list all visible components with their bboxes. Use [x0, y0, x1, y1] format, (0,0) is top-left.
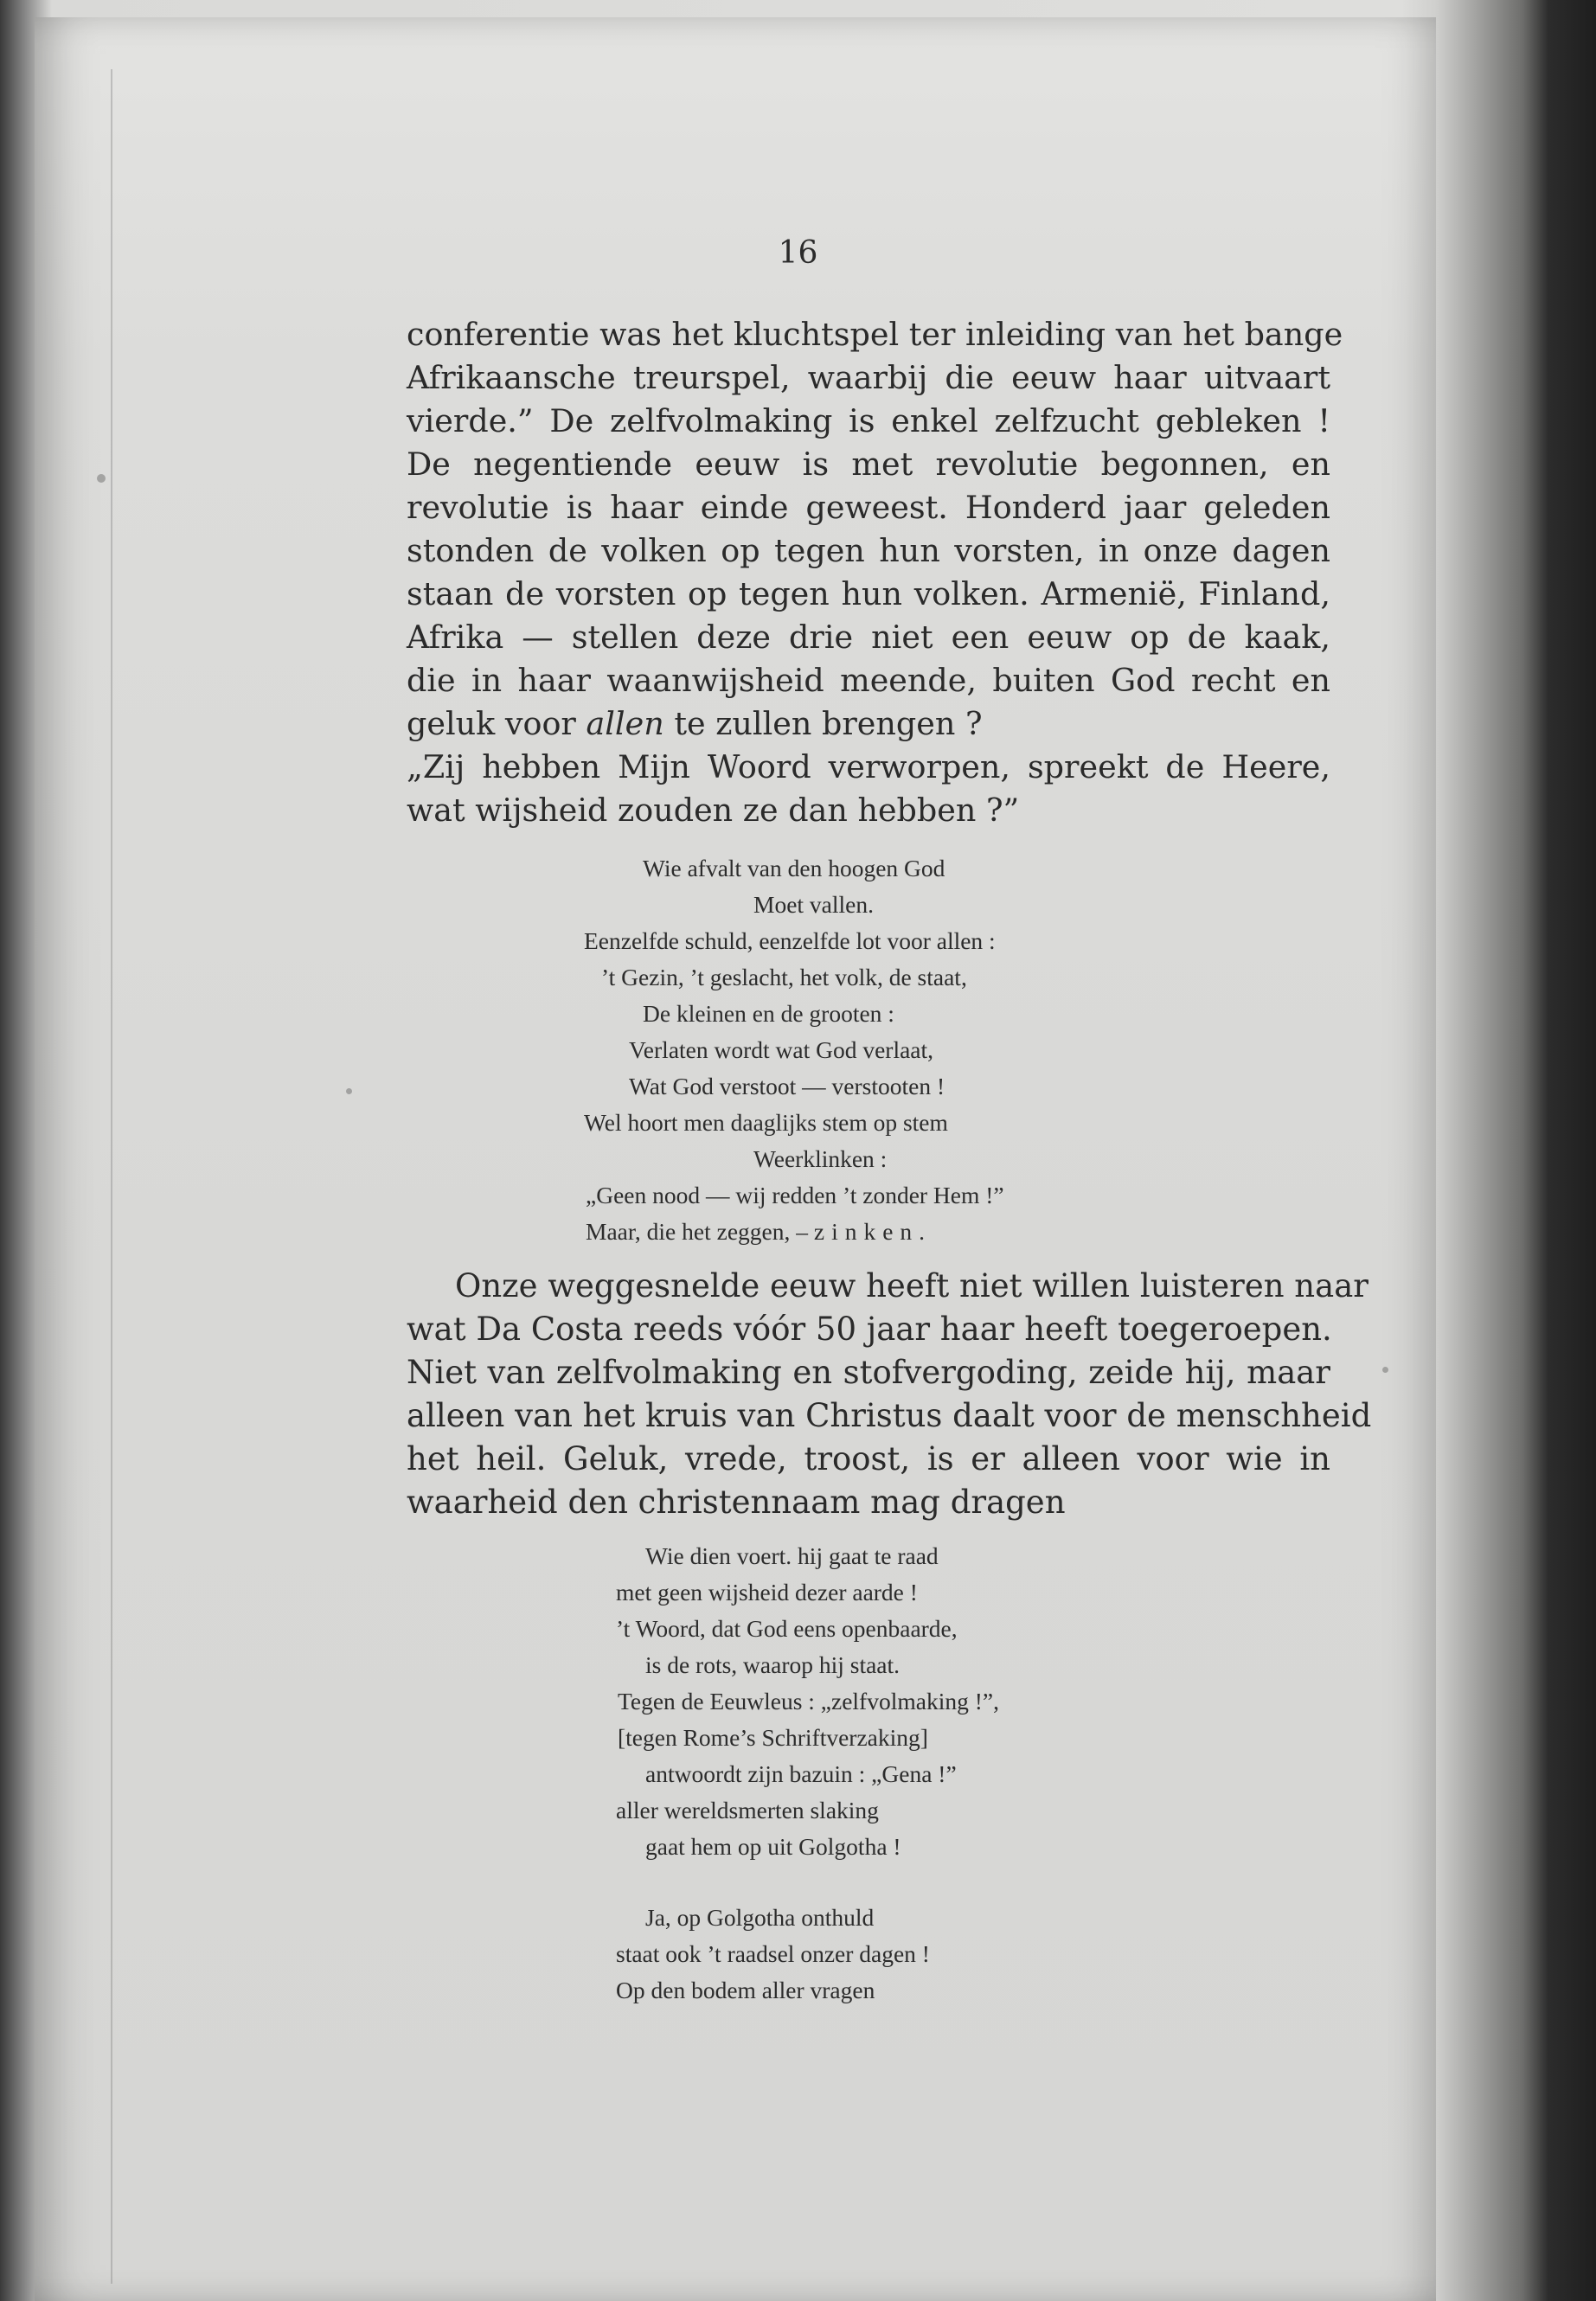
- verse-stanza-1: [584, 850, 1172, 1250]
- verse-stanza-2: [614, 1538, 1168, 1865]
- text-line: Niet van zelfvolmaking en stofvergoding, zeide hij, maar: [407, 1354, 1330, 1391]
- verse-line: Wie afvalt van den hoogen God: [643, 855, 945, 881]
- text-line: die in haar waanwijsheid meende, buiten God recht en: [407, 662, 1330, 699]
- text-line: alleen van het kruis van Christus daalt voor de menschheid: [407, 1397, 1372, 1434]
- page-speck: [97, 474, 106, 483]
- verse-line: Op den bodem aller vragen: [616, 1977, 875, 2003]
- verse-line: Wel hoort men daaglijks stem op stem: [584, 1109, 948, 1136]
- verse-line: „Geen nood — wij redden ’t zonder Hem !”: [586, 1182, 1004, 1208]
- verse-line: ’t Gezin, ’t geslacht, het volk, de staat,: [601, 964, 967, 990]
- text-line: waarheid den christennaam mag dragen: [407, 1484, 1066, 1521]
- verse-line: Wie dien voert. hij gaat te raad: [645, 1542, 939, 1569]
- verse-line: is de rots, waarop hij staat.: [645, 1651, 901, 1678]
- spaced-word: zinken.: [813, 1218, 933, 1245]
- verse-line: Tegen de Eeuwleus : „zelfvolmaking !”,: [618, 1688, 999, 1715]
- text-fragment: te zullen brengen ?: [663, 705, 983, 742]
- text-line: conferentie was het kluchtspel ter inleiding van het bange: [407, 316, 1343, 353]
- text-line: Afrikaansche treurspel, waarbij die eeuw haar uitvaart: [407, 359, 1330, 396]
- text-line: het heil. Geluk, vrede, troost, is er alleen voor wie in: [407, 1440, 1330, 1477]
- verse-line: staat ook ’t raadsel onzer dagen !: [616, 1940, 930, 1967]
- verse-line: [tegen Rome’s Schriftverzaking]: [618, 1724, 928, 1751]
- page-number: 16: [778, 235, 818, 271]
- verse-stanza-3: [614, 1900, 1168, 2009]
- verse-line: De kleinen en de grooten :: [643, 1000, 894, 1027]
- verse-line: met geen wijsheid dezer aarde !: [616, 1579, 918, 1606]
- verse-line: Ja, op Golgotha onthuld: [645, 1904, 875, 1931]
- verse-line: ’t Woord, dat God eens openbaarde,: [616, 1615, 958, 1642]
- text-line: revolutie is haar einde geweest. Honderd jaar geleden: [407, 489, 1330, 526]
- text-line: De negentiende eeuw is met revolutie begonnen, en: [407, 445, 1330, 483]
- emphasis-allen: allen: [586, 705, 664, 742]
- text-line: Afrika — stellen deze drie niet een eeuw op de kaak,: [407, 619, 1330, 656]
- page-speck: [1382, 1367, 1388, 1373]
- page-speck: [346, 1088, 352, 1094]
- page-gutter: [111, 69, 112, 2284]
- text-line: „Zij hebben Mijn Woord verworpen, spreekt de Heere,: [407, 748, 1330, 785]
- verse-line: Verlaten wordt wat God verlaat,: [629, 1036, 934, 1063]
- text-line: wat Da Costa reeds vóór 50 jaar haar heeft toegeroepen.: [407, 1311, 1332, 1348]
- verse-line: Wat God verstoot — verstooten !: [629, 1073, 945, 1099]
- text-line: stonden de volken op tegen hun vorsten, in onze dagen: [407, 532, 1330, 569]
- verse-line: Weerklinken :: [753, 1145, 888, 1172]
- text-line: Onze weggesnelde eeuw heeft niet willen luisteren naar: [455, 1267, 1368, 1304]
- prose-paragraph-2: [407, 1265, 1372, 1524]
- text-line: wat wijsheid zouden ze dan hebben ?”: [407, 792, 1020, 829]
- verse-line: antwoordt zijn bazuin : „Gena !”: [645, 1760, 957, 1787]
- verse-line: gaat hem op uit Golgotha !: [645, 1833, 901, 1860]
- text-fragment: Maar, die het zeggen, –: [586, 1218, 814, 1245]
- text-fragment: geluk voor: [407, 705, 586, 742]
- verse-line: Eenzelfde schuld, eenzelfde lot voor allen :: [584, 927, 996, 954]
- prose-paragraph-1: [407, 313, 1343, 832]
- text-line: [407, 702, 1330, 746]
- text-line: staan de vorsten op tegen hun volken. Armenië, Finland,: [407, 575, 1330, 612]
- text-line: vierde.” De zelfvolmaking is enkel zelfzucht gebleken !: [407, 402, 1330, 439]
- verse-line: [584, 1214, 1172, 1250]
- verse-line: aller wereldsmerten slaking: [616, 1797, 879, 1823]
- verse-line: Moet vallen.: [753, 891, 874, 918]
